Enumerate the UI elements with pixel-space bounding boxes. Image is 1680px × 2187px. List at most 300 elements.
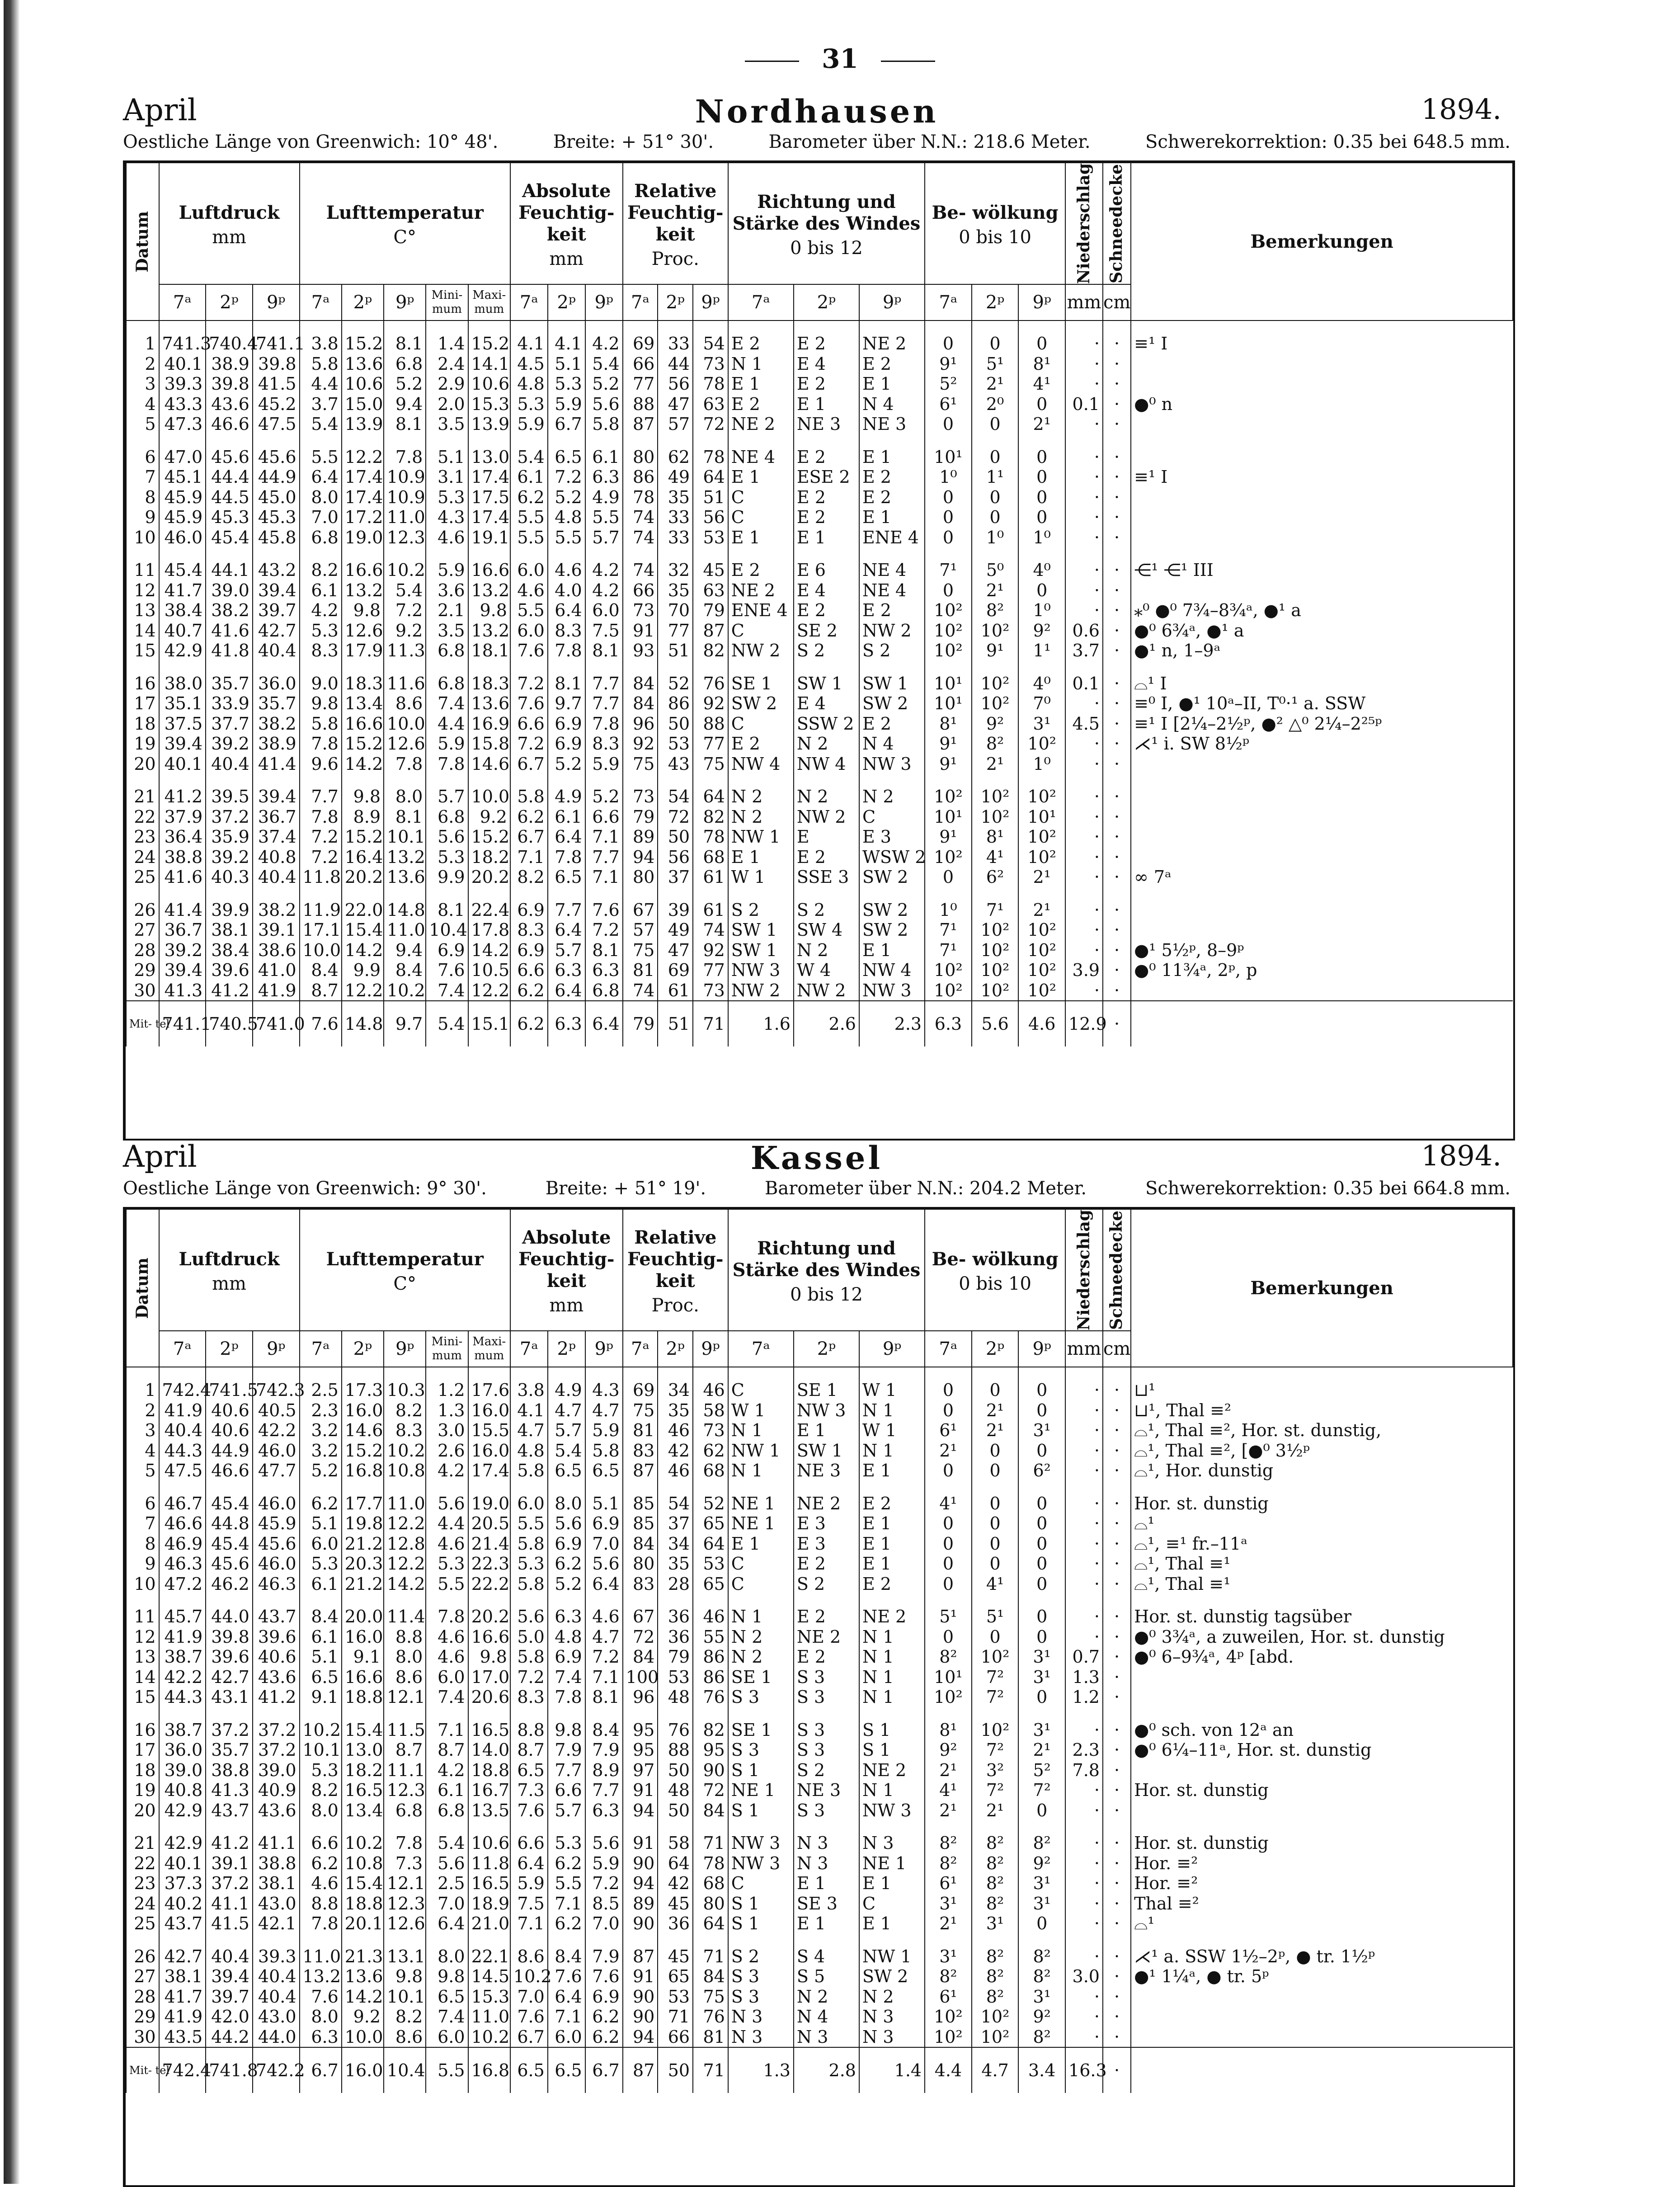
value-cell: 41.1 [206, 1894, 253, 1914]
value-cell: · [1065, 374, 1103, 394]
value-cell: 12.8 [384, 1534, 426, 1554]
value-cell: 10² [925, 2007, 972, 2027]
sub-schneedecke-unit: cm [1103, 284, 1131, 321]
value-cell: · [1065, 1947, 1103, 1967]
sub-t7: 7ᵃ [159, 1331, 206, 1367]
value-cell: 85 [623, 1494, 658, 1514]
value-cell: 6.4 [548, 827, 585, 847]
spacer-cell [159, 321, 206, 334]
value-cell: 96 [623, 714, 658, 734]
value-cell: 4¹ [925, 1780, 972, 1801]
value-cell: 5¹ [972, 1607, 1019, 1627]
value-cell: 42.2 [253, 1420, 300, 1441]
value-cell: 4.2 [426, 1461, 468, 1481]
value-cell: 3.5 [426, 621, 468, 641]
value-cell: NE 1 [728, 1513, 794, 1534]
sub-t2: 2ᵖ [206, 1331, 253, 1367]
value-cell: 47.3 [159, 414, 206, 434]
value-cell: 10.4 [426, 920, 468, 940]
value-cell: E 2 [794, 847, 859, 867]
value-cell: 12.6 [342, 621, 384, 641]
sub-niederschlag-unit: mm [1065, 284, 1103, 321]
value-cell: 6.5 [510, 1760, 548, 1781]
spacer-cell [384, 1481, 426, 1494]
value-cell: 4¹ [925, 1494, 972, 1514]
value-cell: 10² [972, 940, 1019, 961]
value-cell: · [1103, 1833, 1131, 1853]
value-cell: 76 [693, 1687, 728, 1707]
value-cell: E 3 [859, 827, 925, 847]
value-cell: 43.6 [253, 1667, 300, 1687]
value-cell: 41.6 [206, 621, 253, 641]
value-cell: 10.1 [384, 1987, 426, 2007]
value-cell: 83 [623, 1574, 658, 1594]
value-cell: 3.5 [426, 414, 468, 434]
value-cell: 84 [693, 1801, 728, 1821]
value-cell: S 3 [728, 1687, 794, 1707]
value-cell: · [1103, 560, 1131, 580]
value-cell: E 3 [794, 1513, 859, 1534]
value-cell: 7.8 [548, 1687, 585, 1707]
day-cell: 16 [126, 674, 159, 694]
remark-cell [1131, 487, 1513, 508]
value-cell: 37.5 [159, 714, 206, 734]
value-cell: 8² [972, 734, 1019, 754]
value-cell: 17.7 [342, 1494, 384, 1514]
value-cell: 8¹ [1018, 354, 1065, 374]
value-cell: 38.8 [206, 1760, 253, 1781]
remark-cell [1131, 2027, 1513, 2048]
spacer-cell [585, 661, 623, 674]
value-cell: 5.5 [300, 447, 342, 467]
value-cell: E 2 [859, 487, 925, 508]
data-table-frame [123, 160, 1515, 1141]
spacer-cell [859, 1367, 925, 1380]
value-cell: · [1065, 1420, 1103, 1441]
table-row [126, 1987, 1513, 2007]
spacer-cell [693, 321, 728, 334]
table-row [126, 754, 1513, 774]
value-cell: 78 [693, 827, 728, 847]
value-cell: · [1065, 787, 1103, 807]
value-cell: S 1 [859, 1740, 925, 1760]
value-cell: 10¹ [925, 674, 972, 694]
col-rel-feuchte-title: Relative Feuchtig- keit [627, 1226, 724, 1291]
value-cell: 15.4 [342, 920, 384, 940]
value-cell: 18.3 [468, 674, 510, 694]
col-wind [728, 1209, 925, 1331]
value-cell: 74 [623, 507, 658, 528]
table-row [126, 1853, 1513, 1874]
value-cell: 40.4 [159, 1420, 206, 1441]
value-cell: 0 [925, 1554, 972, 1574]
value-cell: NW 3 [794, 1400, 859, 1421]
table-row [126, 1873, 1513, 1894]
value-cell: 10¹ [925, 447, 972, 467]
value-cell: 44.8 [206, 1513, 253, 1534]
spacer-cell [253, 774, 300, 787]
spacer-cell [300, 661, 342, 674]
book-spine-edge [4, 0, 20, 2184]
sub-minimum: Mini- mum [426, 1331, 468, 1367]
value-cell: 0 [1018, 1400, 1065, 1421]
value-cell: 0 [972, 1461, 1019, 1481]
value-cell: 9² [925, 1740, 972, 1760]
value-cell: 94 [623, 1801, 658, 1821]
value-cell: 10² [972, 807, 1019, 827]
value-cell: NE 4 [728, 447, 794, 467]
col-abs-feuchte-unit: mm [549, 1295, 584, 1316]
value-cell: 46.0 [253, 1441, 300, 1461]
value-cell: 1⁰ [972, 528, 1019, 548]
day-cell: 6 [126, 447, 159, 467]
col-datum-text: Datum [132, 211, 152, 273]
value-cell: 1.2 [1065, 1687, 1103, 1707]
spacer-cell [1103, 887, 1131, 900]
value-cell: 10² [1018, 787, 1065, 807]
value-cell: E 1 [728, 374, 794, 394]
remark-cell: ≡¹ I [1131, 467, 1513, 487]
mean-value: 6.2 [510, 1001, 548, 1046]
value-cell: · [1103, 1720, 1131, 1740]
value-cell: 46.7 [159, 1494, 206, 1514]
spacer-cell [206, 1934, 253, 1947]
value-cell: 44.4 [206, 467, 253, 487]
mean-value: · [1103, 1001, 1131, 1046]
spacer-cell [342, 1594, 384, 1607]
value-cell: 35 [658, 1400, 693, 1421]
col-datum-text: Datum [132, 1257, 152, 1319]
value-cell: 65 [658, 1966, 693, 1987]
value-cell: 37.2 [206, 1873, 253, 1894]
value-cell: 6.5 [426, 1987, 468, 2007]
value-cell: 5.6 [426, 827, 468, 847]
value-cell: 5.6 [585, 1554, 623, 1574]
value-cell: E 1 [859, 374, 925, 394]
value-cell: · [1065, 1873, 1103, 1894]
value-cell: 6.1 [585, 447, 623, 467]
value-cell: 7.9 [585, 1740, 623, 1760]
table-row [126, 394, 1513, 415]
value-cell: 7.7 [585, 847, 623, 867]
value-cell: 97 [623, 1760, 658, 1781]
value-cell: 0 [1018, 1687, 1065, 1707]
spacer-cell [623, 1367, 658, 1380]
value-cell: 15.3 [468, 1987, 510, 2007]
value-cell: 6.3 [548, 960, 585, 980]
spacer-cell [658, 434, 693, 447]
value-cell: 16.5 [342, 1780, 384, 1801]
value-cell: · [1065, 847, 1103, 867]
spacer-cell [1018, 1481, 1065, 1494]
value-cell: 73 [623, 787, 658, 807]
spacer-cell [426, 1367, 468, 1380]
value-cell: 58 [693, 1400, 728, 1421]
value-cell: 39.4 [159, 960, 206, 980]
day-cell: 2 [126, 1400, 159, 1421]
value-cell: 8.3 [384, 1420, 426, 1441]
value-cell: 8² [925, 1966, 972, 1987]
value-cell: S 2 [728, 900, 794, 920]
value-cell: 8² [1018, 1947, 1065, 1967]
value-cell: 5.8 [585, 414, 623, 434]
spacer-cell [925, 321, 972, 334]
value-cell: 43.1 [206, 1687, 253, 1707]
value-cell: 5¹ [972, 354, 1019, 374]
remark-cell: Thal ≡² [1131, 1894, 1513, 1914]
value-cell: N 3 [859, 2007, 925, 2027]
value-cell: NW 3 [859, 1801, 925, 1821]
spacer-cell [794, 1707, 859, 1720]
value-cell: 35.9 [206, 827, 253, 847]
value-cell: 6.2 [300, 1853, 342, 1874]
spacer-cell [510, 434, 548, 447]
value-cell: 37.7 [206, 714, 253, 734]
value-cell: 7.6 [510, 2007, 548, 2027]
value-cell: 5.9 [585, 754, 623, 774]
value-cell: 11.0 [384, 1494, 426, 1514]
spacer-cell [468, 1594, 510, 1607]
value-cell: SW 1 [728, 920, 794, 940]
value-cell: 5.0 [510, 1627, 548, 1647]
value-cell: 9² [1018, 1853, 1065, 1874]
value-cell: 7.8 [1065, 1760, 1103, 1781]
value-cell: 56 [658, 374, 693, 394]
value-cell: 7² [1018, 1780, 1065, 1801]
mean-value: 79 [623, 1001, 658, 1046]
value-cell: · [1103, 354, 1131, 374]
value-cell: W 1 [728, 1400, 794, 1421]
value-cell: 96 [623, 1687, 658, 1707]
value-cell: 46.6 [159, 1513, 206, 1534]
value-cell: 6.8 [300, 528, 342, 548]
spacer-cell [925, 1934, 972, 1947]
value-cell: 6.0 [585, 600, 623, 621]
spacer-cell [658, 661, 693, 674]
value-cell: 7.8 [384, 447, 426, 467]
sub-t9: 9ᵖ [1018, 1331, 1065, 1367]
value-cell: 6.9 [510, 900, 548, 920]
value-cell: 10.2 [342, 1833, 384, 1853]
spacer-cell [468, 321, 510, 334]
spacer-cell [342, 774, 384, 787]
spacer-cell [1131, 1594, 1513, 1607]
value-cell: C [728, 1554, 794, 1574]
spacer-cell [300, 434, 342, 447]
remark-cell: ⌓¹ [1131, 1513, 1513, 1534]
value-cell: 79 [623, 807, 658, 827]
value-cell: 5.1 [300, 1513, 342, 1534]
spacer-cell [728, 321, 794, 334]
value-cell: 4.0 [548, 580, 585, 601]
value-cell: C [728, 1574, 794, 1594]
value-cell: S 4 [794, 1947, 859, 1967]
value-cell: NW 3 [728, 1833, 794, 1853]
value-cell: 10.0 [300, 940, 342, 961]
value-cell: 67 [623, 1607, 658, 1627]
value-cell: 65 [693, 1574, 728, 1594]
sub-t2: 2ᵖ [794, 1331, 859, 1367]
value-cell: 78 [623, 487, 658, 508]
col-wind-unit: 0 bis 12 [790, 237, 863, 259]
value-cell: 7.6 [510, 693, 548, 714]
spacer-cell [206, 774, 253, 787]
value-cell: 35.1 [159, 693, 206, 714]
value-cell: 5.3 [426, 487, 468, 508]
spacer-cell [548, 661, 585, 674]
value-cell: 0 [1018, 1627, 1065, 1647]
value-cell: SE 1 [728, 674, 794, 694]
spacer-cell [728, 1594, 794, 1607]
spacer-cell [253, 1820, 300, 1833]
value-cell: 15.2 [342, 827, 384, 847]
spacer-cell [510, 887, 548, 900]
value-cell: 77 [658, 621, 693, 641]
spacer-cell [253, 547, 300, 560]
longitude-text: Oestliche Länge von Greenwich: 10° 48'. [123, 132, 499, 152]
value-cell: 39.8 [253, 354, 300, 374]
value-cell: 76 [693, 2007, 728, 2027]
spacer-cell [1103, 547, 1131, 560]
value-cell: 5.5 [510, 528, 548, 548]
mean-value: 7.6 [300, 1001, 342, 1046]
spacer-cell [1018, 434, 1065, 447]
col-bemerkungen: Bemerkungen [1131, 1209, 1513, 1367]
value-cell: 4.2 [300, 600, 342, 621]
value-cell: 16.0 [342, 1627, 384, 1647]
value-cell: 8.1 [585, 641, 623, 661]
sub-minimum: Mini- mum [426, 284, 468, 321]
value-cell: SSE 3 [794, 867, 859, 887]
value-cell: 6.1 [300, 1627, 342, 1647]
value-cell: 7.1 [548, 2007, 585, 2027]
value-cell: 65 [693, 1513, 728, 1534]
sub-t2: 2ᵖ [548, 284, 585, 321]
value-cell: NE 4 [859, 580, 925, 601]
value-cell: 10.6 [342, 374, 384, 394]
value-cell: 74 [623, 980, 658, 1001]
sub-t9: 9ᵖ [859, 284, 925, 321]
value-cell: · [1065, 754, 1103, 774]
value-cell: 6.5 [548, 447, 585, 467]
spacer-cell [510, 547, 548, 560]
value-cell: 46.0 [253, 1494, 300, 1514]
value-cell: 15.2 [342, 1441, 384, 1461]
value-cell: 43.7 [253, 1607, 300, 1627]
value-cell: 38.2 [206, 600, 253, 621]
value-cell: 75 [623, 754, 658, 774]
spacer-cell [859, 774, 925, 787]
value-cell: NW 1 [728, 1441, 794, 1461]
value-cell: SE 3 [794, 1894, 859, 1914]
value-cell: 40.4 [253, 641, 300, 661]
spacer-cell [693, 547, 728, 560]
value-cell: 7.3 [384, 1853, 426, 1874]
value-cell: · [1065, 867, 1103, 887]
day-cell: 22 [126, 1853, 159, 1874]
value-cell: W 1 [728, 867, 794, 887]
spacer-cell [585, 434, 623, 447]
value-cell: 6.6 [510, 714, 548, 734]
spacer-cell [468, 1820, 510, 1833]
value-cell: 4.2 [585, 580, 623, 601]
value-cell: NW 2 [794, 807, 859, 827]
mean-value: 12.9 [1065, 1001, 1103, 1046]
value-cell: 71 [693, 1947, 728, 1967]
value-cell: 0 [1018, 467, 1065, 487]
spacer-cell [126, 1594, 159, 1607]
value-cell: 6.4 [548, 980, 585, 1001]
value-cell: 56 [658, 847, 693, 867]
value-cell: 8.6 [510, 1947, 548, 1967]
value-cell: 95 [623, 1720, 658, 1740]
value-cell: NE 2 [728, 580, 794, 601]
sub-t7: 7ᵃ [623, 1331, 658, 1367]
value-cell: 0 [972, 1380, 1019, 1400]
value-cell: 43.5 [159, 2027, 206, 2048]
value-cell: 66 [623, 580, 658, 601]
value-cell: · [1103, 1574, 1131, 1594]
value-cell: 6.4 [426, 1914, 468, 1934]
remark-cell: Hor. st. dunstig [1131, 1780, 1513, 1801]
value-cell: 43.2 [253, 560, 300, 580]
value-cell: 45.7 [159, 1607, 206, 1627]
value-cell: 41.7 [159, 1987, 206, 2007]
table-row [126, 787, 1513, 807]
value-cell: 79 [693, 600, 728, 621]
value-cell: 6.5 [585, 1461, 623, 1481]
value-cell: 11.0 [300, 1947, 342, 1967]
value-cell: 11.0 [468, 2007, 510, 2027]
value-cell: 4.7 [510, 1420, 548, 1441]
value-cell: 88 [658, 1740, 693, 1760]
remark-cell [1131, 787, 1513, 807]
remark-cell: ⊔¹ [1131, 1380, 1513, 1400]
value-cell: 8² [1018, 2027, 1065, 2048]
value-cell: 8.3 [510, 920, 548, 940]
value-cell: 3.1 [426, 467, 468, 487]
day-cell: 27 [126, 920, 159, 940]
value-cell: E 2 [859, 600, 925, 621]
value-cell: N 4 [859, 394, 925, 415]
value-cell: 77 [693, 960, 728, 980]
spacer-cell [253, 1481, 300, 1494]
spacer-cell [548, 547, 585, 560]
sub-t9: 9ᵖ [859, 1331, 925, 1367]
col-abs-feuchte-title: Absolute Feuchtig- keit [518, 180, 615, 245]
spacer-cell [426, 774, 468, 787]
value-cell: 11.0 [384, 920, 426, 940]
value-cell: 3² [972, 1760, 1019, 1781]
value-cell: 5.6 [548, 1513, 585, 1534]
weather-table [126, 1209, 1513, 2093]
day-cell: 7 [126, 467, 159, 487]
value-cell: 46.9 [159, 1534, 206, 1554]
spacer-cell [1065, 774, 1103, 787]
value-cell: 4.6 [426, 1647, 468, 1667]
spacer-cell [623, 321, 658, 334]
value-cell: 8.2 [300, 1780, 342, 1801]
spacer-cell [206, 887, 253, 900]
table-row [126, 334, 1513, 354]
value-cell: 6.3 [300, 2027, 342, 2048]
value-cell: 36 [658, 1627, 693, 1647]
value-cell: 11.4 [384, 1607, 426, 1627]
spacer-cell [794, 1367, 859, 1380]
table-row [126, 1513, 1513, 1534]
spacer-cell [623, 661, 658, 674]
value-cell: SW 2 [859, 1966, 925, 1987]
